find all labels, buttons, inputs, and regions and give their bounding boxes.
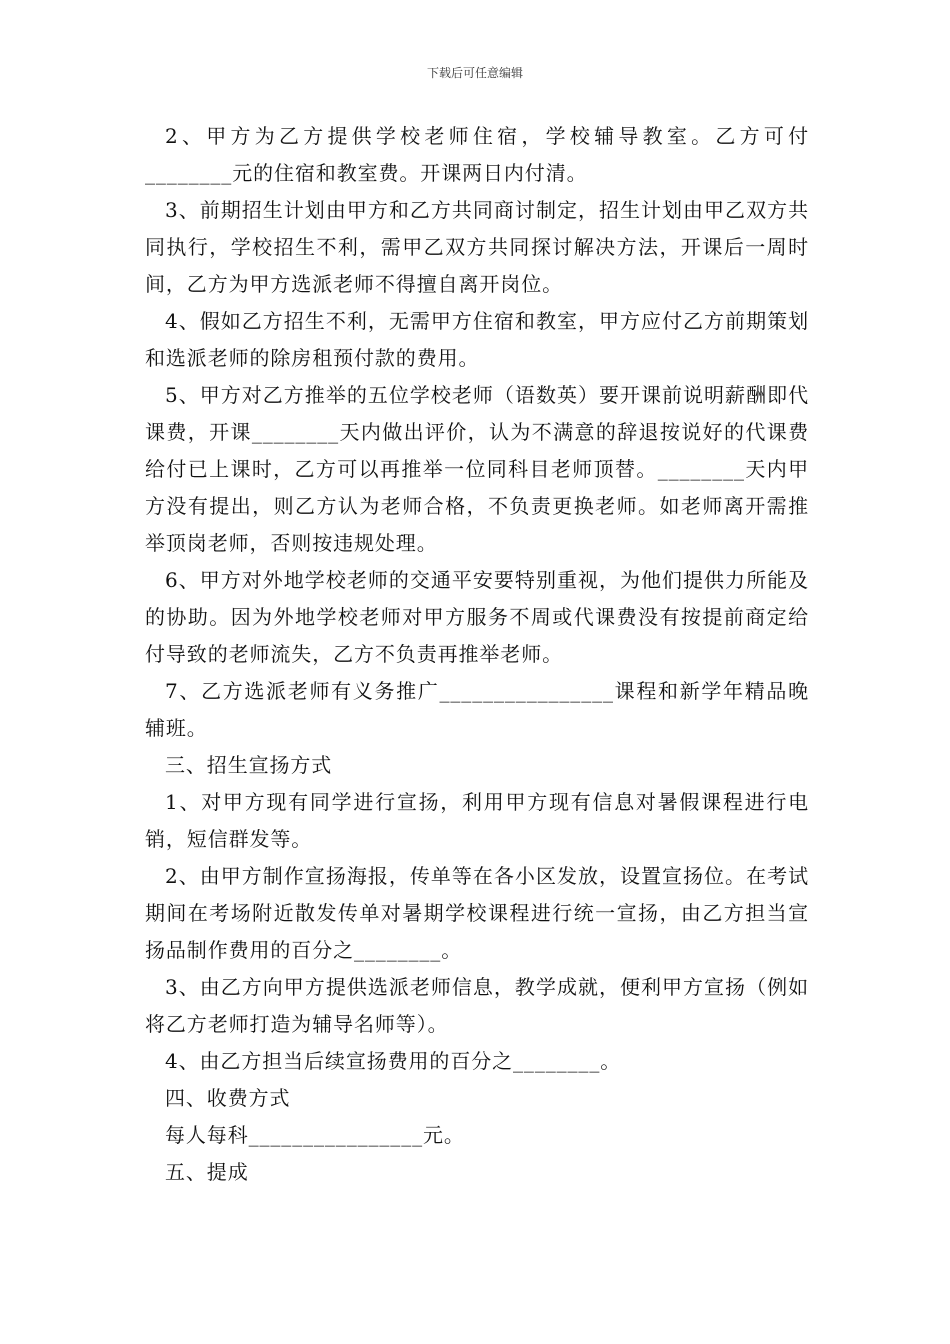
clause-6-transport-safety: 6、甲方对外地学校老师的交通平安要特别重视，为他们提供力所能及的协助。因为外地学校老师对甲方服务不周或代课费没有按提前商定给付导致的老师流失，乙方不负责再推举老师。: [145, 568, 809, 666]
clause-7-course-promotion: 7、乙方选派老师有义务推广________________课程和新学年精品晚辅班。: [145, 679, 809, 740]
clause-2-lodging: 2、甲方为乙方提供学校老师住宿，学校辅导教室。乙方可付________元的住宿和教室费。开课两日内付清。: [145, 124, 809, 185]
clause-5-teacher-evaluation: 5、甲方对乙方推举的五位学校老师（语数英）要开课前说明薪酬即代课费，开课________天内做出评价，认为不满意的辞退按说好的代课费给付已上课时，乙方可以再推举一位同科目老师顶替。________天内甲方没有提出，则乙方认为老师合格，不负责更换老师。如老师离开需推举顶岗老师，否则按违规处理。: [145, 383, 809, 555]
clause-3-enrollment-plan: 3、前期招生计划由甲方和乙方共同商讨制定，招生计划由甲乙双方共同执行，学校招生不利，需甲乙双方共同探讨解决方法，开课后一周时间，乙方为甲方选派老师不得擅自离开岗位。: [145, 198, 809, 296]
section-3-heading: 三、招生宣扬方式: [165, 753, 333, 777]
promo-item-4: 4、由乙方担当后续宣扬费用的百分之________。: [165, 1049, 622, 1073]
page-header: 下载后可任意编辑: [426, 66, 523, 80]
section-5-heading: 五、提成: [165, 1160, 249, 1184]
document-body: [145, 118, 809, 1191]
clause-4-poor-enrollment: 4、假如乙方招生不利，无需甲方住宿和教室，甲方应付乙方前期策划和选派老师的除房租预付款的费用。: [145, 309, 809, 370]
promo-item-1: 1、对甲方现有同学进行宣扬，利用甲方现有信息对暑假课程进行电销，短信群发等。: [145, 790, 809, 851]
section-4-heading: 四、收费方式: [165, 1086, 291, 1110]
fee-per-subject: 每人每科________________元。: [165, 1123, 465, 1147]
promo-item-3: 3、由乙方向甲方提供选派老师信息，教学成就，便利甲方宣扬（例如将乙方老师打造为辅导名师等）。: [145, 975, 809, 1036]
promo-item-2: 2、由甲方制作宣扬海报，传单等在各小区发放，设置宣扬位。在考试期间在考场附近散发传单对暑期学校课程进行统一宣扬，由乙方担当宣扬品制作费用的百分之________。: [145, 864, 809, 962]
